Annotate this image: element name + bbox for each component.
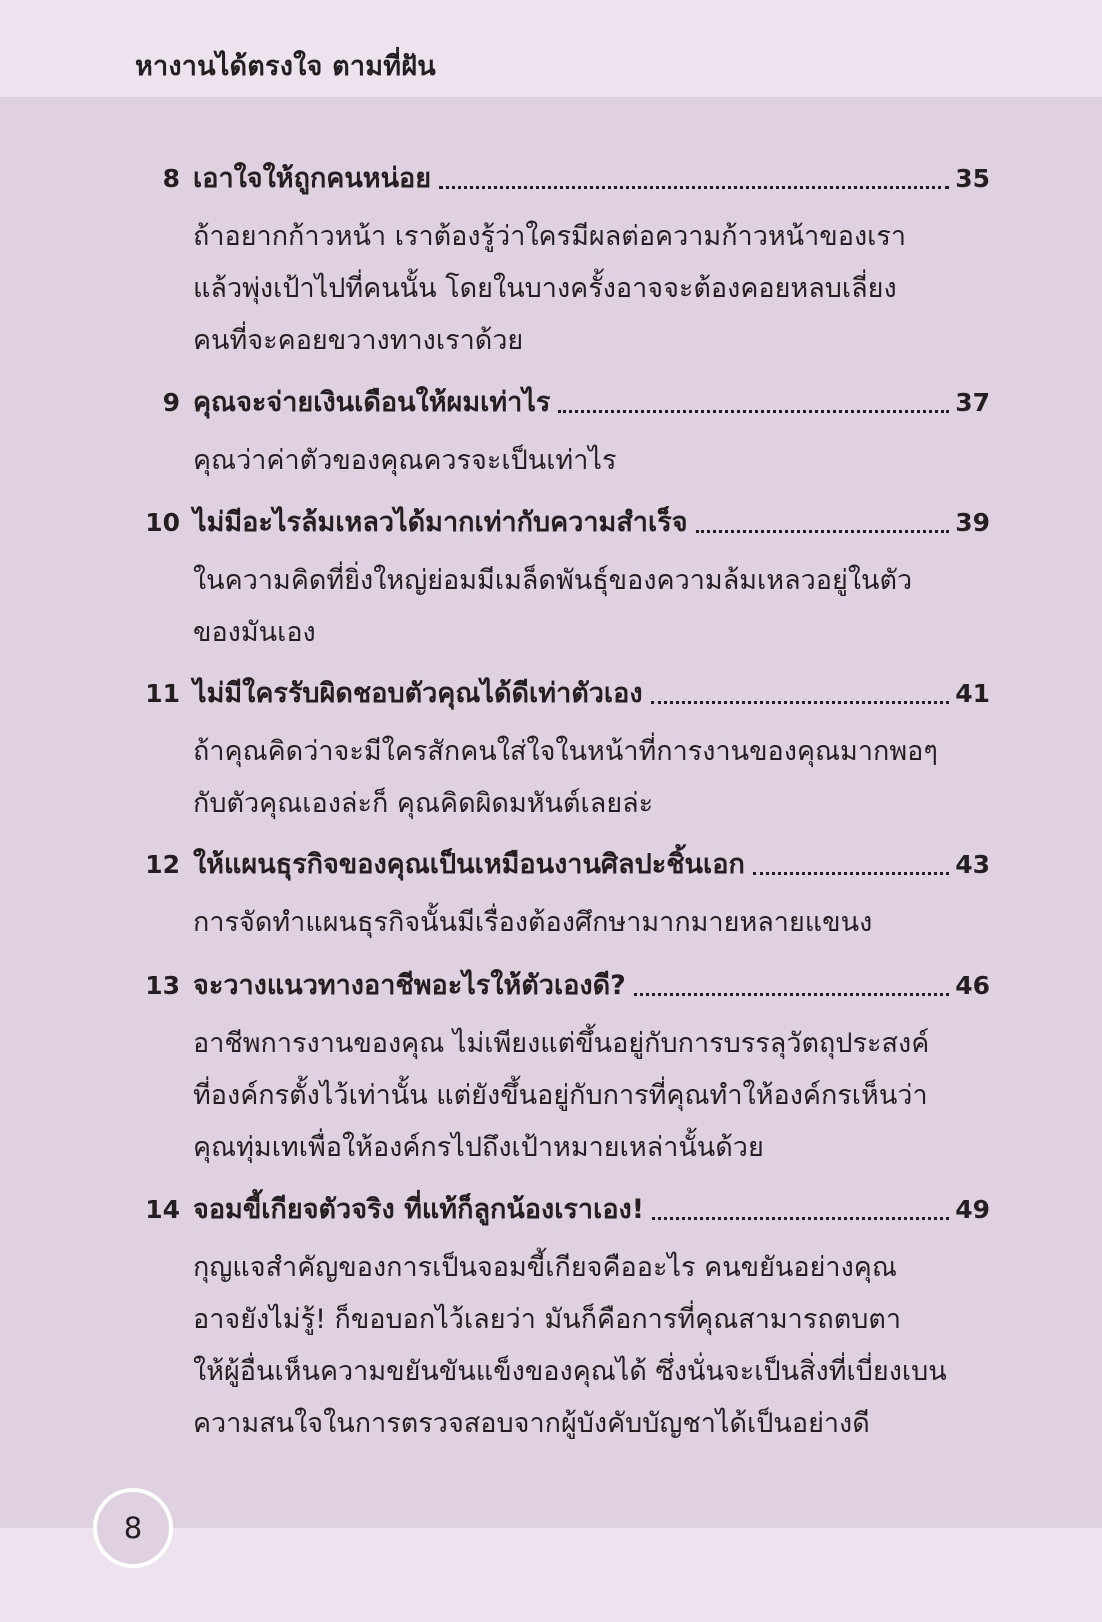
toc-entry-page: 46 bbox=[955, 971, 990, 1000]
toc-entry-description bbox=[193, 211, 963, 367]
running-header bbox=[0, 0, 1102, 97]
description-line: กุญแจสำคัญของการเป็นจอมขี้เกียจคืออะไร คนขยันอย่างคุณ bbox=[193, 1252, 897, 1283]
dot-leader bbox=[753, 872, 949, 875]
dot-leader bbox=[439, 186, 949, 189]
toc-entry-page: 39 bbox=[955, 508, 990, 537]
description-line: อาจยังไม่รู้! ก็ขอบอกไว้เลยว่า มันก็คือการที่คุณสามารถตบตา bbox=[193, 1304, 902, 1335]
dot-leader bbox=[652, 1217, 949, 1220]
description-line: ให้ผู้อื่นเห็นความขยันขันแข็งของคุณได้ ซึ่งนั่นจะเป็นสิ่งที่เบี่ยงเบน bbox=[193, 1356, 947, 1387]
description-line: ถ้าอยากก้าวหน้า เราต้องรู้ว่าใครมีผลต่อความก้าวหน้าของเรา bbox=[193, 221, 907, 252]
toc-entry-number: 10 bbox=[145, 508, 180, 537]
description-line: คุณว่าค่าตัวของคุณควรจะเป็นเท่าไร bbox=[193, 445, 617, 476]
toc-entry-number: 11 bbox=[145, 679, 180, 708]
toc-entry-title-row bbox=[193, 847, 990, 883]
toc-entry-title: คุณจะจ่ายเงินเดือนให้ผมเท่าไร bbox=[193, 387, 551, 418]
toc-entry-description bbox=[193, 726, 963, 830]
toc-entry-number: 13 bbox=[145, 971, 180, 1000]
description-line: แล้วพุ่งเป้าไปที่คนนั้น โดยในบางครั้งอาจจะต้องคอยหลบเลี่ยง bbox=[193, 273, 897, 304]
running-header-title: หางานได้ตรงใจ ตามที่ฝัน bbox=[135, 51, 436, 82]
description-line: ถ้าคุณคิดว่าจะมีใครสักคนใส่ใจในหน้าที่การงานของคุณมากพอๆ bbox=[193, 736, 938, 767]
toc-entry-title-row bbox=[193, 161, 990, 197]
toc-entry-description bbox=[193, 1018, 963, 1174]
toc-entry-title: ไม่มีอะไรล้มเหลวได้มากเท่ากับความสำเร็จ bbox=[193, 507, 688, 538]
page-number-badge: 8 bbox=[93, 1488, 173, 1568]
description-line: กับตัวคุณเองล่ะก็ คุณคิดผิดมหันต์เลยล่ะ bbox=[193, 788, 654, 819]
toc-entry-title-row bbox=[193, 505, 990, 541]
toc-entry-title-row bbox=[193, 676, 990, 712]
dot-leader bbox=[696, 530, 950, 533]
toc-entry-title: เอาใจให้ถูกคนหน่อย bbox=[193, 163, 432, 194]
toc-entry-page: 49 bbox=[955, 1195, 990, 1224]
dot-leader bbox=[558, 410, 949, 413]
toc-entry-title: จอมขี้เกียจตัวจริง ที่แท้ก็ลูกน้องเราเอง! bbox=[193, 1194, 645, 1225]
toc-entry-page: 35 bbox=[955, 164, 990, 193]
description-line: คุณทุ่มเทเพื่อให้องค์กรไปถึงเป้าหมายเหล่านั้นด้วย bbox=[193, 1132, 764, 1163]
toc-entry-number: 9 bbox=[162, 388, 180, 417]
toc-entry-page: 41 bbox=[955, 679, 990, 708]
toc-entry-title-row bbox=[193, 385, 990, 421]
description-line: ในความคิดที่ยิ่งใหญ่ย่อมมีเมล็ดพันธุ์ของความล้มเหลวอยู่ในตัว bbox=[193, 565, 913, 596]
toc-entry-page: 43 bbox=[955, 850, 990, 879]
description-line: ที่องค์กรตั้งไว้เท่านั้น แต่ยังขึ้นอยู่กับการที่คุณทำให้องค์กรเห็นว่า bbox=[193, 1080, 928, 1111]
toc-entry-description bbox=[193, 897, 963, 949]
toc-entry-title-row bbox=[193, 968, 990, 1004]
toc-entry-number: 14 bbox=[145, 1195, 180, 1224]
toc-entry-description bbox=[193, 555, 963, 659]
toc-entry-title-row bbox=[193, 1192, 990, 1228]
toc-entry-number: 8 bbox=[162, 164, 180, 193]
dot-leader bbox=[634, 993, 949, 996]
toc-entry-description bbox=[193, 435, 963, 487]
dot-leader bbox=[651, 701, 950, 704]
toc-entry-page: 37 bbox=[955, 388, 990, 417]
toc-entry-title: จะวางแนวทางอาชีพอะไรให้ตัวเองดี? bbox=[193, 970, 626, 1001]
toc-entry-title: ไม่มีใครรับผิดชอบตัวคุณได้ดีเท่าตัวเอง bbox=[193, 678, 643, 709]
toc-entry-number: 12 bbox=[145, 850, 180, 879]
description-line: ความสนใจในการตรวจสอบจากผู้บังคับบัญชาได้เป็นอย่างดี bbox=[193, 1408, 870, 1439]
description-line: อาชีพการงานของคุณ ไม่เพียงแต่ขึ้นอยู่กับการบรรลุวัตถุประสงค์ bbox=[193, 1028, 930, 1059]
toc-entry-title: ให้แผนธุรกิจของคุณเป็นเหมือนงานศิลปะชิ้นเอก bbox=[193, 849, 745, 880]
description-line: การจัดทำแผนธุรกิจนั้นมีเรื่องต้องศึกษามากมายหลายแขนง bbox=[193, 907, 873, 938]
description-line: ของมันเอง bbox=[193, 617, 316, 648]
description-line: คนที่จะคอยขวางทางเราด้วย bbox=[193, 325, 524, 356]
toc-entry-description bbox=[193, 1242, 963, 1450]
